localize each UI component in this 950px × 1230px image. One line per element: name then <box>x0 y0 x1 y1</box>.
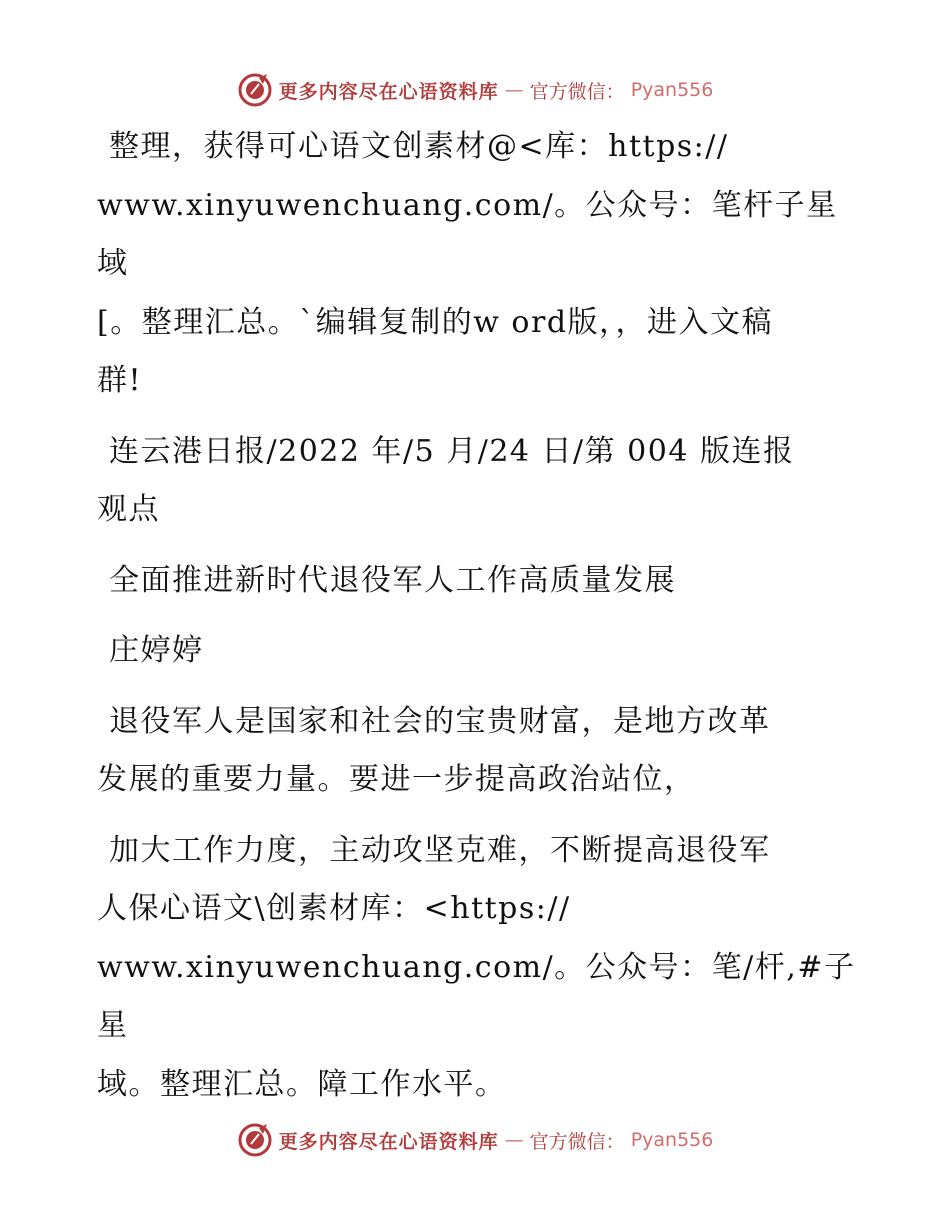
text-line: 全面推进新时代退役军人工作高质量发展 <box>109 562 676 598</box>
text-line: 连云港日报/2022 年/5 月/24 日/第 004 版连报 <box>109 433 795 469</box>
paragraph <box>97 118 857 411</box>
paragraph-source <box>97 423 857 540</box>
header-watermark <box>0 70 950 110</box>
watermark-separator: — <box>504 79 524 101</box>
watermark-sub: 官方微信： <box>529 80 625 103</box>
text-line: www.xinyuwenchuang.com/。公众号：笔/杆,#子星 <box>97 949 856 1043</box>
footer-watermark <box>0 1120 950 1160</box>
watermark-brand: 更多内容尽在心语资料库 <box>278 1130 499 1153</box>
text-line: 发展的重要力量。要进一步提高政治站位， <box>97 762 696 797</box>
pen-circle-icon <box>237 1122 273 1158</box>
watermark-separator: — <box>504 1129 524 1151</box>
text-line: 加大工作力度，主动攻坚克难，不断提高退役军 <box>109 832 771 868</box>
text-line: 整理，获得可心语文创素材@<库：https:// <box>109 129 729 164</box>
watermark-sub: 官方微信： <box>529 1130 625 1153</box>
paragraph <box>97 693 857 810</box>
watermark-brand: 更多内容尽在心语资料库 <box>278 80 499 103</box>
text-line: 庄婷婷 <box>109 633 204 668</box>
watermark-handle: Pyan556 <box>630 1129 714 1151</box>
text-line: 退役军人是国家和社会的宝贵财富，是地方改革 <box>109 703 771 739</box>
text-line: [。整理汇总。`编辑复制的w ord版，，进入文稿 <box>97 304 774 340</box>
text-line: 观点 <box>97 492 160 527</box>
text-line: 域。整理汇总。障工作水平。 <box>97 1066 507 1102</box>
article-author <box>97 622 857 681</box>
watermark-handle: Pyan556 <box>630 79 714 101</box>
text-line: 群! <box>97 363 143 398</box>
text-line: www.xinyuwenchuang.com/。公众号：笔杆子星域 <box>97 187 838 281</box>
text-line: 人保心语文\创素材库：<https:// <box>97 891 571 926</box>
paragraph <box>97 822 857 1115</box>
article-title <box>97 552 857 611</box>
pen-circle-icon <box>237 72 273 108</box>
document-body <box>97 118 857 1126</box>
